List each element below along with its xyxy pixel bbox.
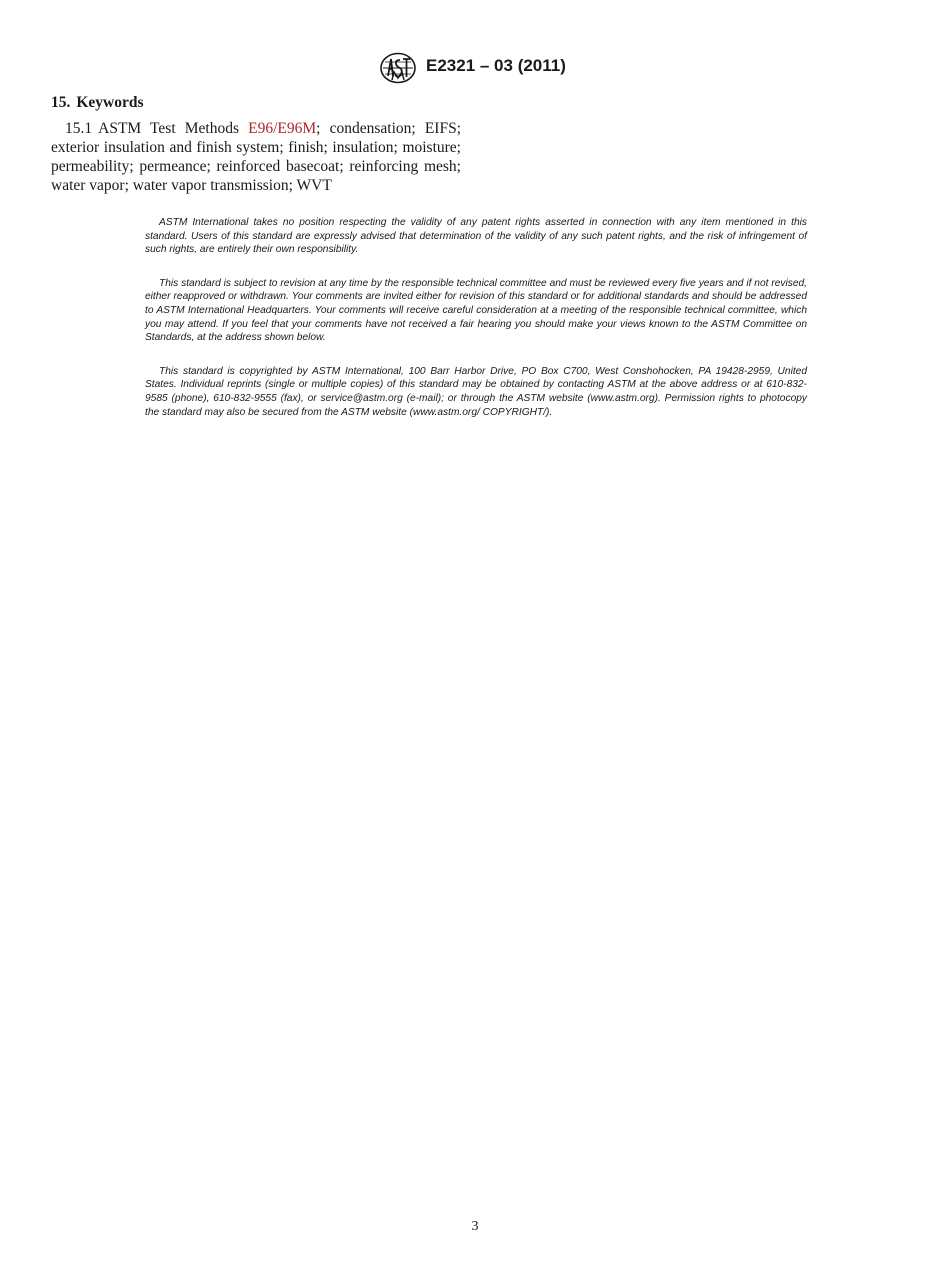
reference-link[interactable]: E96/E96M <box>248 120 317 137</box>
paragraph-text-after: ; condensation; EIFS; exterior insulation and finish system; finish; insulation; moisture; permeability; permeance; reinforced basecoat; reinforcing mesh; water vapor; water vapor transmission; WVT <box>51 120 461 194</box>
section-heading <box>51 93 461 113</box>
legal-notices <box>145 216 807 439</box>
revision-notice: This standard is subject to revision at any time by the responsible technical committee and must be reviewed every five years and if not revised, either reapproved or withdrawn. Your comments are invited either for revision of this standard or for additional standards and should be addressed to ASTM International Headquarters. Your comments will receive careful consideration at a meeting of the responsible technical committee, which you may attend. If you feel that your comments have not received a fair hearing you should make your views known to the ASTM Committee on Standards, at the address shown below. <box>145 277 807 344</box>
paragraph-number: 15.1 <box>65 120 93 137</box>
section-title: Keywords <box>76 94 144 111</box>
astm-logo-icon <box>379 52 417 84</box>
page-header <box>0 50 950 86</box>
keywords-paragraph <box>51 119 461 195</box>
standard-designation: E2321 – 03 (2011) <box>426 56 566 75</box>
keywords-section <box>51 93 461 195</box>
patent-notice: ASTM International takes no position respecting the validity of any patent rights asserted in connection with any item mentioned in this standard. Users of this standard are expressly advised that determination of the validity of any such patent rights, and the risk of infringement of such rights, are entirely their own responsibility. <box>145 217 807 256</box>
copyright-notice: This standard is copyrighted by ASTM International, 100 Barr Harbor Drive, PO Box C700, West Conshohocken, PA 19428-2959, United States. Individual reprints (single or multiple copies) of this standard may be obtained by contacting ASTM at the above address or at 610-832-9585 (phone), 610-832-9555 (fax), or service@astm.org (e-mail); or through the ASTM website (www.astm.org). Permission rights to photocopy the standard may also be secured from the ASTM website (www.astm.org/ COPYRIGHT/). <box>145 365 807 418</box>
paragraph-text-before: ASTM Test Methods <box>98 120 249 137</box>
page-number: 3 <box>471 1219 479 1234</box>
section-number: 15. <box>51 94 71 111</box>
